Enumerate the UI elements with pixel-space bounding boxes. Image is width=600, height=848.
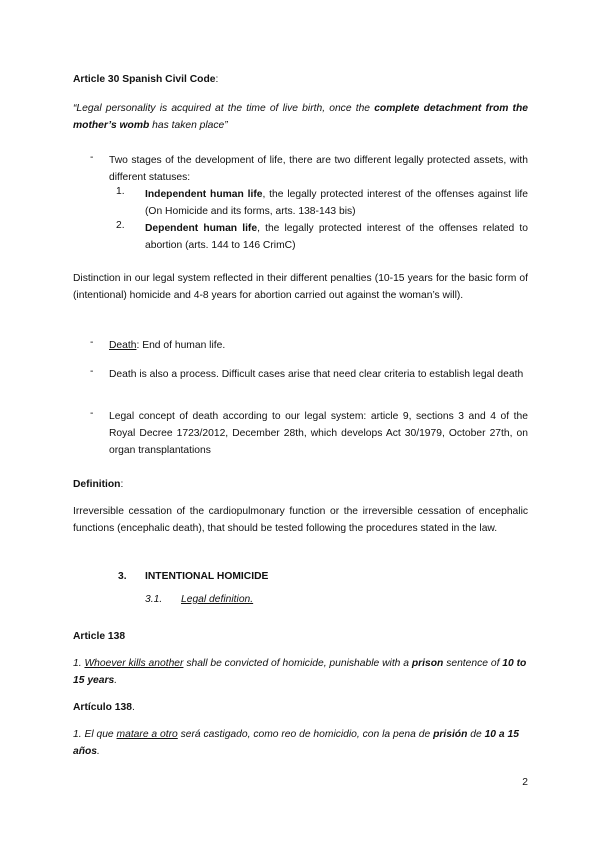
articulo-138-prefix: 1. El que <box>73 729 117 740</box>
articulo-138-text <box>73 726 528 760</box>
articulo-138-mid2: de <box>467 729 485 740</box>
death-bullet-text <box>109 337 528 354</box>
death-definition: : End of human life. <box>136 340 226 351</box>
stage-item-number: 1. <box>116 186 125 197</box>
stage-item-rest: , the legally protected interest of the offenses against life (On Homicide and its forms, arts. 138-143 bis) <box>145 189 528 217</box>
bullet-dash: - <box>90 337 94 348</box>
article-30-heading-bold: Article 30 Spanish Civil Code <box>73 74 216 85</box>
stages-intro: Two stages of the development of life, there are two different legally protected assets, with different statuses: <box>109 155 528 183</box>
page-number: 2 <box>522 777 528 788</box>
article-138-mid: shall be convicted of homicide, punishable with a <box>183 658 412 669</box>
definition-heading-bold: Definition <box>73 479 121 490</box>
death-term: Death <box>109 340 137 351</box>
stage-item-bold: Independent human life <box>145 189 263 200</box>
bullet-dash: - <box>90 152 94 163</box>
bullet-dash: - <box>90 408 94 419</box>
articulo-138-years: 10 a 15 años <box>73 729 519 757</box>
section-title: INTENTIONAL HOMICIDE <box>145 571 269 582</box>
stage-item-rest: , the legally protected interest of the offenses related to abortion (arts. 144 to 146 CrimC) <box>145 223 528 251</box>
article-30-heading-colon: : <box>215 74 219 85</box>
definition-paragraph: Irreversible cessation of the cardiopulmonary function or the irreversible cessation of encephalic functions (encephalic death), that should be tested following the procedures stated in the law. <box>73 506 528 534</box>
article-138-heading: Article 138 <box>73 631 126 642</box>
articulo-138-heading <box>73 699 528 716</box>
distinction-paragraph: Distinction in our legal system reflected in their different penalties (10-15 years for the basic form of (intentional) homicide and 4-8 years for abortion carried out against the woman’s will). <box>73 273 528 301</box>
article-138-years: 10 to 15 years <box>73 658 527 686</box>
bullet-dash: - <box>90 366 94 377</box>
articulo-138-heading-bold: Artículo 138 <box>73 702 132 713</box>
article-138-mid2: sentence of <box>443 658 503 669</box>
definition-heading <box>73 476 528 493</box>
subsection-title: Legal definition. <box>181 594 254 605</box>
death-bullet-text: Legal concept of death according to our legal system: article 9, sections 3 and 4 of the Royal Decree 1723/2012, December 28th, which develops Act 30/1979, October 27th, on organ transplantations <box>109 411 528 456</box>
article-138-text <box>73 655 528 689</box>
stage-item-text <box>145 220 528 254</box>
article-30-quote <box>73 100 528 134</box>
article-30-heading <box>73 71 528 88</box>
articulo-138-prision: prisión <box>433 729 468 740</box>
subsection-number: 3.1. <box>145 594 163 605</box>
articulo-138-heading-period: . <box>131 702 135 713</box>
article-138-underlined: Whoever kills another <box>84 658 184 669</box>
quote-bold: complete detachment from the mother’s womb <box>73 103 529 131</box>
articulo-138-end: . <box>97 746 100 757</box>
article-138-prison: prison <box>411 658 444 669</box>
stage-item-text <box>145 186 528 220</box>
definition-heading-colon: : <box>120 479 124 490</box>
articulo-138-underlined: matare a otro <box>116 729 178 740</box>
articulo-138-mid: será castigado, como reo de homicidio, con la pena de <box>177 729 434 740</box>
death-bullet-text: Death is also a process. Difficult cases arise that need clear criteria to establish legal death <box>109 369 524 380</box>
stage-item-number: 2. <box>116 220 125 231</box>
article-138-end: . <box>114 675 118 686</box>
article-138-prefix: 1. <box>73 658 85 669</box>
stage-item-bold: Dependent human life <box>145 223 258 234</box>
quote-part-a: “Legal personality is acquired at the time of live birth, once the <box>73 103 375 114</box>
quote-part-b: has taken place” <box>149 120 228 131</box>
section-number: 3. <box>118 571 127 582</box>
